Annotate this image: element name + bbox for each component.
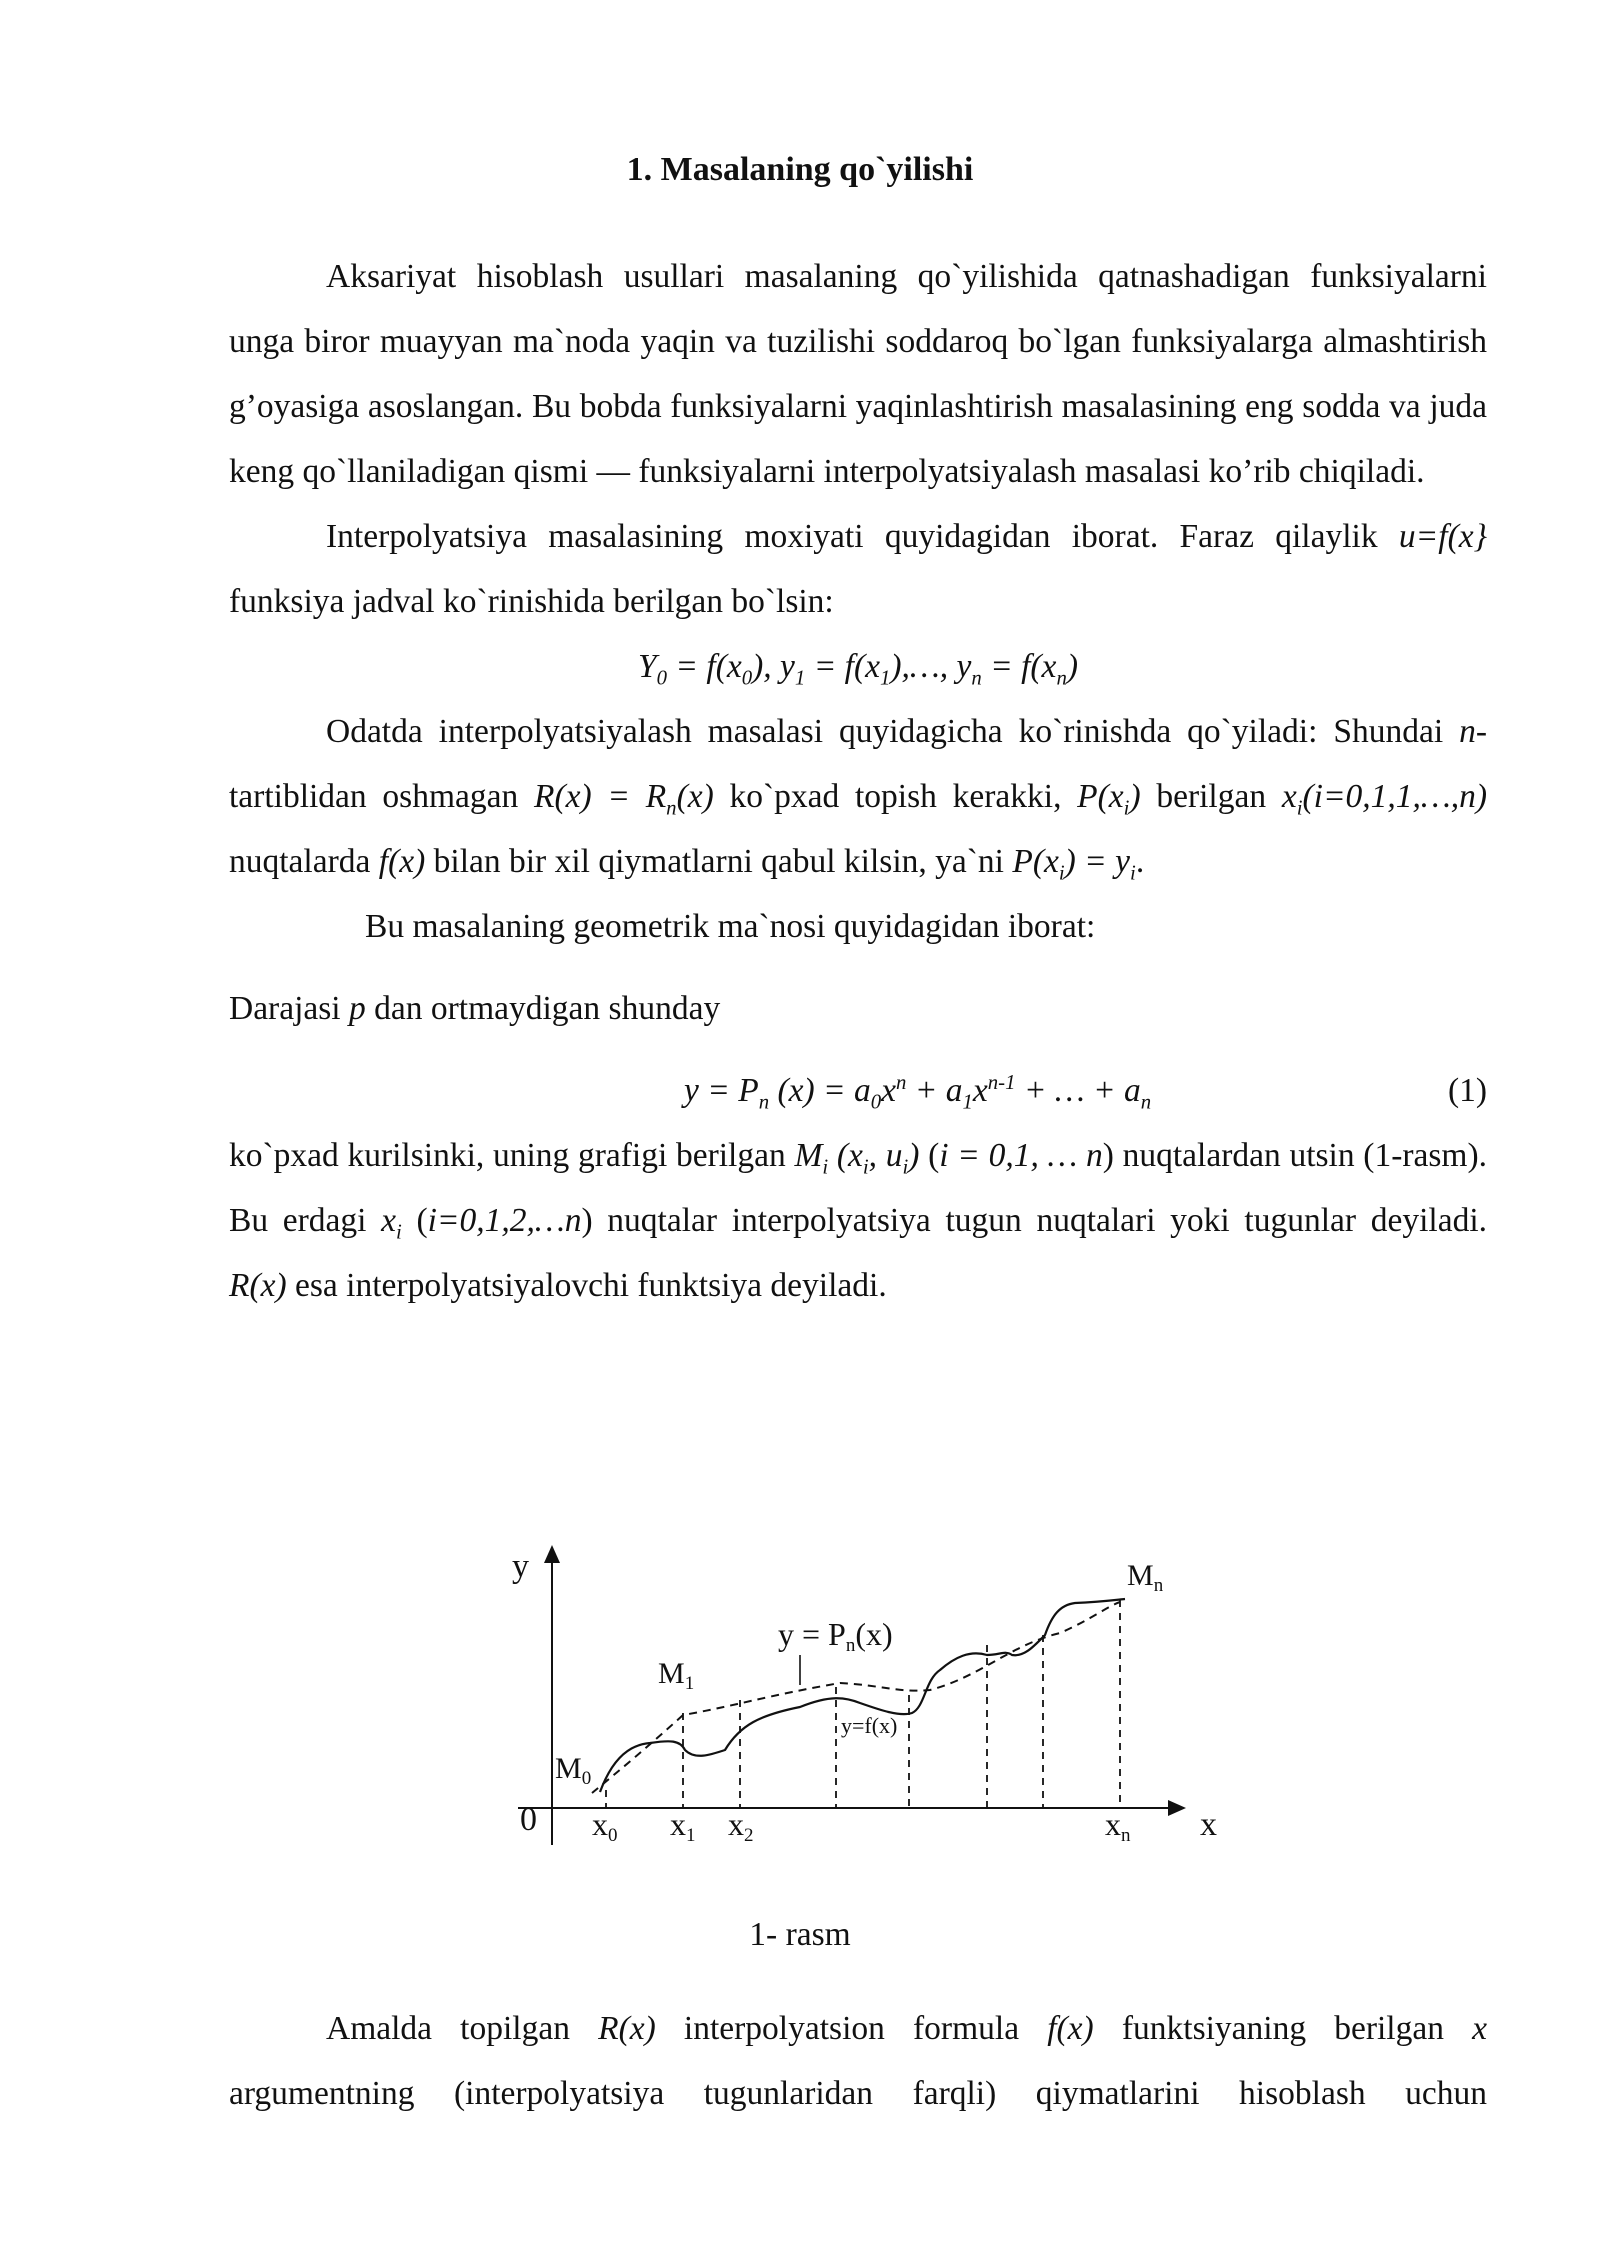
polynomial-label: y = Pn(x) xyxy=(778,1616,893,1656)
label-mn: $M_n$ xyxy=(1127,1559,1164,1596)
label-xn: xn xyxy=(1105,1806,1131,1846)
formula-1: $y = P_n$ $(x) = a_0x^n + a_1x^{n-1}$ + … + $a_n$ (1) xyxy=(229,1058,1487,1123)
label-x2: x2 xyxy=(728,1806,754,1846)
formula-number: (1) xyxy=(1447,1072,1487,1109)
figure-caption: 1- rasm xyxy=(749,1916,851,1953)
paragraph-geometric-meaning: Bu masalaning geometrik ma`nosi quyidagidan iborat: xyxy=(365,908,1096,945)
origin-label: 0 xyxy=(520,1801,537,1838)
interpolation-diagram xyxy=(500,1545,1240,1890)
y-axis-label: y xyxy=(512,1548,529,1585)
paragraph-problem-statement: Odatda interpolyatsiyalash masalasi quyidagicha ko`rinishda qo`yiladi: Shundai n-tartiblidan oshmagan $R(x) = R_n(x)$ ko`pxad topish kerakki, $P(x_i)$ berilgan $x_i(i=0,1,1,\dots,n)$ nuqtalarda f(x) bilan bir xil qiymatlarni qabul kilsin, ya`ni $P(x_i) = y_i$. xyxy=(229,713,1487,885)
section-title: 1. Masalaning qo`yilishi xyxy=(626,151,974,188)
paragraph-practical-use: Amalda topilgan R(x) interpolyatsion formula f(x) funktsiyaning berilgan x argumentning (interpolyatsiya tugunlaridan farqli) qiymatlarini hisoblash uchun xyxy=(229,2010,1488,2112)
x-axis-label: x xyxy=(1200,1806,1217,1843)
x-axis-arrow xyxy=(1168,1800,1186,1816)
body-text xyxy=(229,244,1487,1318)
interpolation-figure xyxy=(500,1545,1240,1890)
label-m1: $M_1$ xyxy=(658,1657,695,1694)
paragraph-intro: Aksariyat hisoblash usullari masalaning qo`yilishida qatnashadigan funksiyalarni unga biror muayyan ma`noda yaqin va tuzilishi soddaroq bo`lgan funksiyalarga almashtirish g’oyasiga asoslangan. Bu bobda funksiyalarni yaqinlashtirish masalasining eng sodda va juda keng qo`llaniladigan qismi — funksiyalarni interpolyatsiyalash masalasi ko’rib chiqiladi. xyxy=(229,258,1487,490)
body-text-continued xyxy=(229,1996,1487,2126)
table-equation: $Y_0 = f(x_0)$, $y_1$ = $f(x_1),\dots$, $y_n = f(x_n)$ xyxy=(638,648,1078,690)
label-m0: $M_0$ xyxy=(555,1752,592,1789)
function-label: y=f(x) xyxy=(841,1713,898,1738)
paragraph-polynomial-graph: ko`pxad kurilsinki, uning grafigi berilgan $M_i$ ($x_i$, $u_i$) (i = 0,1, … n) nuqtalardan utsin (1-rasm). Bu erdagi $x_i$ (i=0,1,2,…n) nuqtalar interpolyatsiya tugun nuqtalari yoki tugunlar deyiladi. R(x) esa interpolyatsiyalovchi funktsiya deyiladi. xyxy=(229,1137,1488,1304)
label-x1: x1 xyxy=(670,1806,696,1846)
y-axis-arrow xyxy=(544,1545,560,1563)
paragraph-degree: Darajasi p dan ortmaydigan shunday xyxy=(229,990,721,1027)
label-x0: x0 xyxy=(592,1806,618,1846)
paragraph-interpolation-essence: Interpolyatsiya masalasining moxiyati quyidagidan iborat. Faraz qilaylik u=f(x} funksiya jadval ko`rinishida berilgan bo`lsin: xyxy=(229,518,1488,620)
